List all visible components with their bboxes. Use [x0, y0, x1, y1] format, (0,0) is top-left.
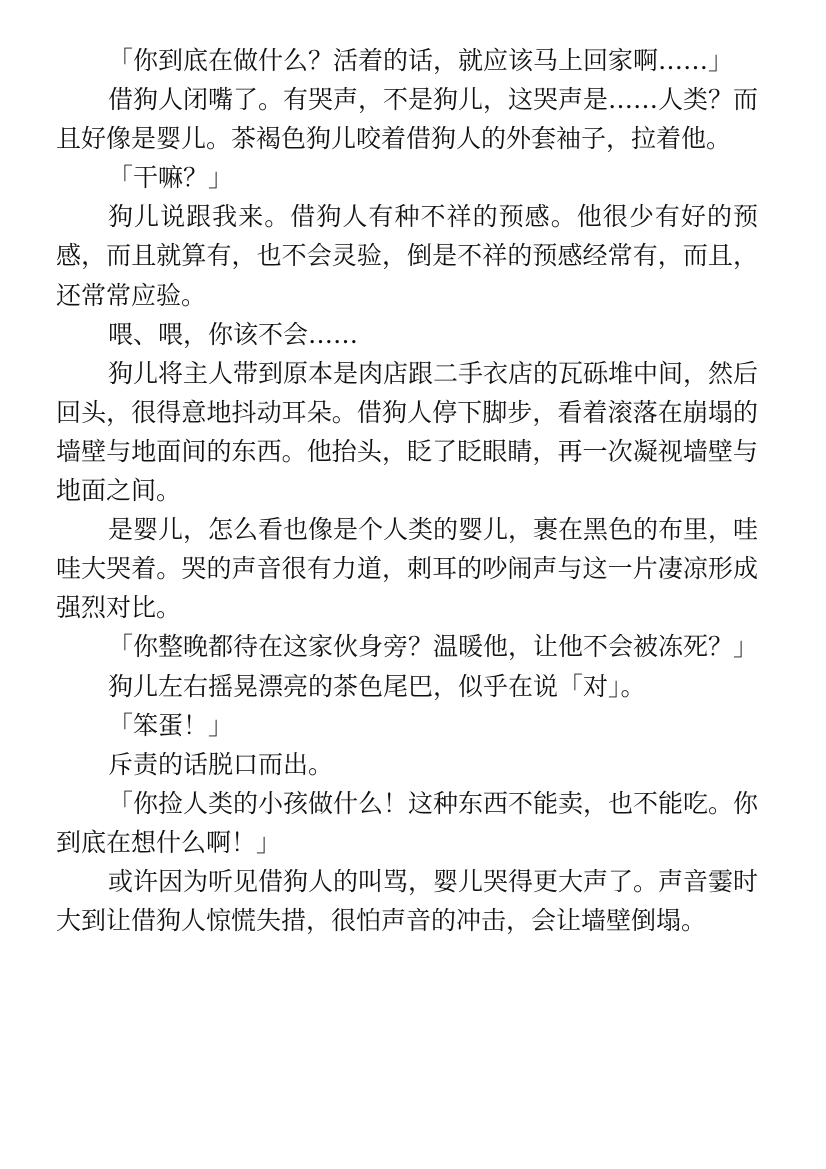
- paragraph-11: 斥责的话脱口而出。: [108, 749, 334, 779]
- text-body: [56, 41, 758, 940]
- paragraph-8: 「你整晚都待在这家伙身旁？温暖他，让他不会被冻死？」: [108, 632, 759, 662]
- paragraph-6: 狗儿将主人带到原本是肉店跟二手衣店的瓦砾堆中间，然后回头，很得意地抖动耳朵。借狗人停下脚步，看着滚落在崩塌的墙壁与地面间的东西。他抬头，眨了眨眼睛，再一次凝视墙壁与地面之间。: [56, 358, 759, 506]
- paragraph-5: 喂、喂，你该不会……: [108, 319, 359, 349]
- paragraph-13: 或许因为听见借狗人的叫骂，婴儿哭得更大声了。声音霎时大到让借狗人惊慌失措，很怕声音的冲击，会让墙壁倒塌。: [56, 866, 759, 936]
- paragraph-4: 狗儿说跟我来。借狗人有种不祥的预感。他很少有好的预感，而且就算有，也不会灵验，倒是不祥的预感经常有，而且，还常常应验。: [56, 202, 758, 310]
- paragraph-12: 「你捡人类的小孩做什么！这种东西不能卖，也不能吃。你到底在想什么啊！」: [56, 788, 759, 857]
- paragraph-9: 狗儿左右摇晃漂亮的茶色尾巴，似乎在说「对」。: [108, 671, 646, 701]
- paragraph-10: 「笨蛋！」: [108, 710, 234, 740]
- paragraph-1: 「你到底在做什么？活着的话，就应该马上回家啊……」: [108, 46, 734, 75]
- paragraph-2: 借狗人闭嘴了。有哭声，不是狗儿，这哭声是……人类？而且好像是婴儿。茶褐色狗儿咬着借狗人的外套袖子，拉着他。: [56, 85, 759, 154]
- paragraph-3: 「干嘛？」: [108, 163, 234, 193]
- paragraph-7: 是婴儿，怎么看也像是个人类的婴儿，裹在黑色的布里，哇哇大哭着。哭的声音很有力道，刺耳的吵闹声与这一片凄凉形成强烈对比。: [56, 515, 759, 623]
